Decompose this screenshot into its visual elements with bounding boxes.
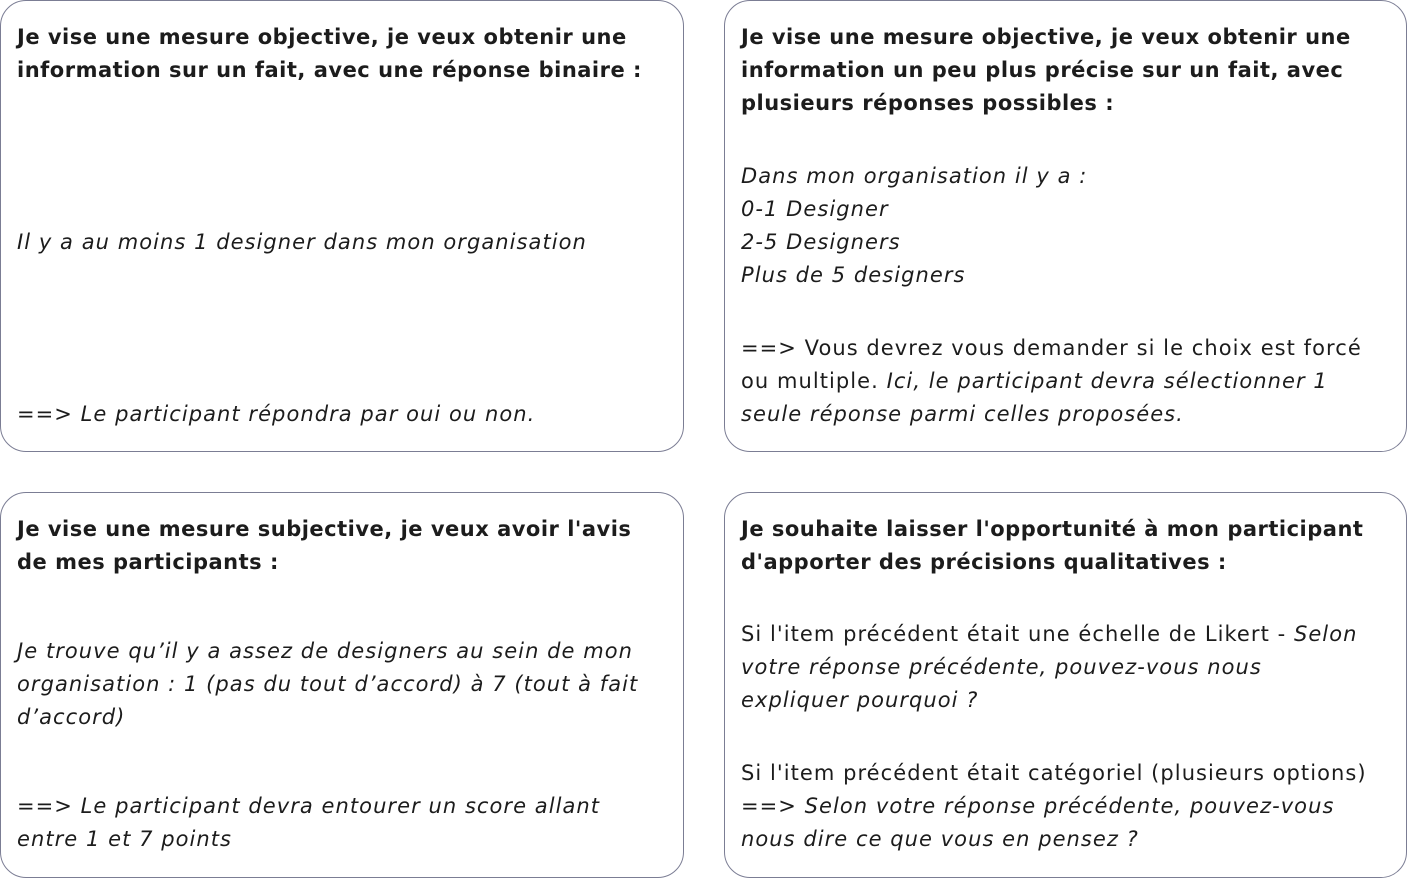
card-title-line: plusieurs réponses possibles :	[741, 91, 1115, 115]
response-note-line: ==> Le participant devra entourer un score allant	[17, 794, 601, 818]
likert-followup-line	[741, 618, 1357, 651]
card-subjective	[0, 492, 684, 878]
card-title	[17, 21, 667, 87]
likert-followup-line: votre réponse précédente, pouvez-vous nous	[741, 655, 1262, 679]
response-note	[741, 332, 1362, 431]
response-note-line	[741, 365, 1362, 398]
example-question: Il y a au moins 1 designer dans mon organisation	[17, 230, 587, 254]
answer-option: Plus de 5 designers	[741, 263, 966, 287]
likert-followup-italic: Selon	[1293, 622, 1358, 646]
response-note-italic: Ici, le participant devra sélectionner 1	[886, 369, 1328, 393]
card-title-line: Je vise une mesure subjective, je veux avoir l'avis	[17, 517, 632, 541]
likert-followup-line: expliquer pourquoi ?	[741, 688, 979, 712]
answer-option: 0-1 Designer	[741, 197, 889, 221]
card-objective-multiple	[724, 0, 1407, 452]
categorical-followup-italic: Selon votre réponse précédente, pouvez-vous	[804, 794, 1335, 818]
categorical-followup-plain: ==>	[741, 794, 805, 818]
example-question-line: Je trouve qu’il y a assez de designers au sein de mon	[17, 639, 633, 663]
categorical-followup-line	[741, 790, 1367, 823]
card-title	[17, 513, 667, 579]
response-note-plain: ou multiple.	[741, 369, 887, 393]
response-note-line: seule réponse parmi celles proposées.	[741, 402, 1184, 426]
card-title	[741, 513, 1390, 579]
card-qualitative	[724, 492, 1407, 878]
categorical-followup-line: nous dire ce que vous en pensez ?	[741, 827, 1139, 851]
card-objective-binary	[0, 0, 684, 452]
response-note: ==> Le participant répondra par oui ou non.	[17, 402, 536, 426]
card-title-line: Je souhaite laisser l'opportunité à mon participant	[741, 517, 1364, 541]
example-question-line: d’accord)	[17, 705, 126, 729]
categorical-followup	[741, 757, 1367, 856]
likert-followup-plain: Si l'item précédent était une échelle de Likert -	[741, 622, 1294, 646]
card-title-line: d'apporter des précisions qualitatives :	[741, 550, 1227, 574]
answer-option: 2-5 Designers	[741, 230, 901, 254]
likert-followup	[741, 618, 1357, 717]
example-question-line: organisation : 1 (pas du tout d’accord) à 7 (tout à fait	[17, 672, 639, 696]
card-title-line: de mes participants :	[17, 550, 279, 574]
response-note	[17, 790, 600, 856]
categorical-followup-line: Si l'item précédent était catégoriel (plusieurs options)	[741, 761, 1367, 785]
card-title-line: Je vise une mesure objective, je veux obtenir une	[741, 25, 1351, 49]
response-note-line: entre 1 et 7 points	[17, 827, 233, 851]
example-question-line: Dans mon organisation il y a :	[741, 164, 1088, 188]
card-title-line: information sur un fait, avec une réponse binaire :	[17, 58, 642, 82]
response-note-line: ==> Vous devrez vous demander si le choix est forcé	[741, 336, 1362, 360]
card-title-line: information un peu plus précise sur un fait, avec	[741, 58, 1344, 82]
card-title	[741, 21, 1390, 120]
card-title-line: Je vise une mesure objective, je veux obtenir une	[17, 25, 627, 49]
example-question	[17, 635, 638, 734]
example-question	[741, 160, 1087, 292]
